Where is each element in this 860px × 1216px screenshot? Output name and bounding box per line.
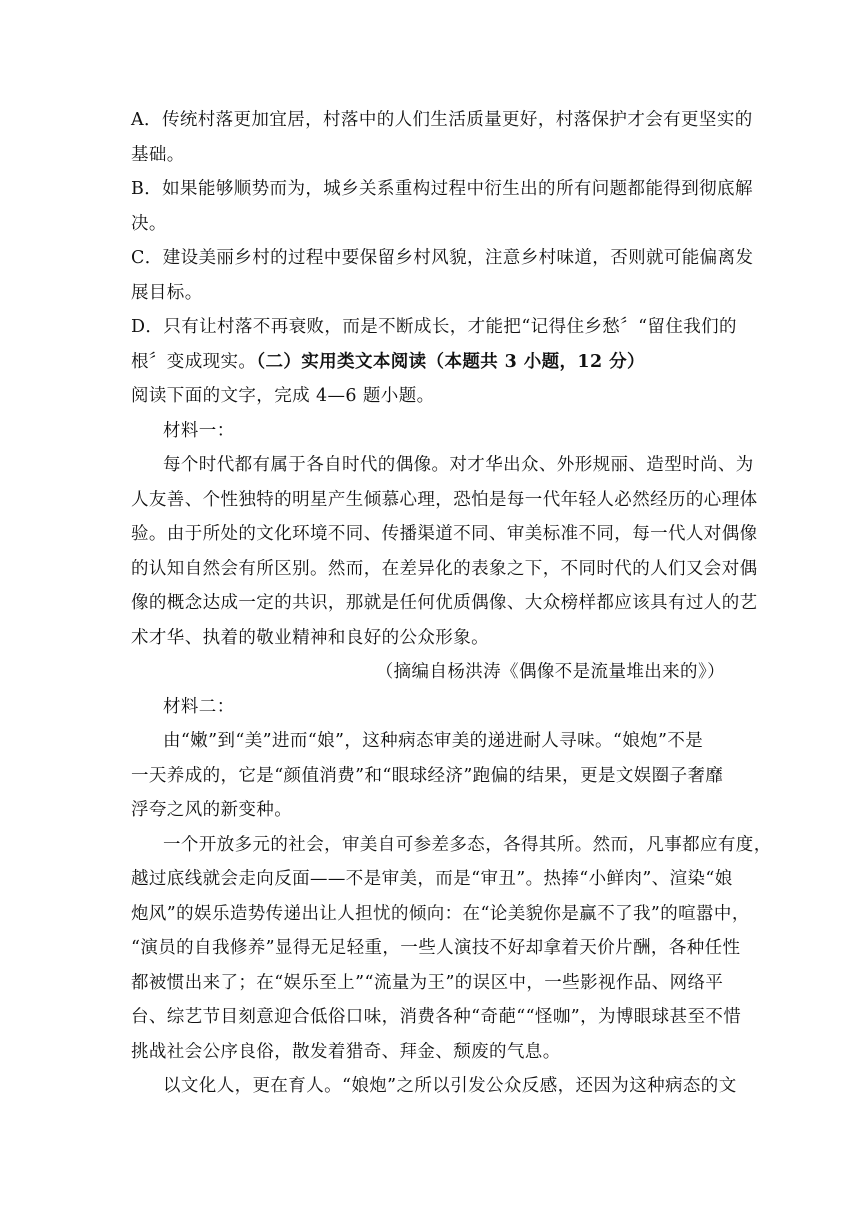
material-2-p1-line: 浮夸之风的新变种。 xyxy=(131,800,293,820)
material-1-line: 每个时代都有属于各自时代的偶像。对才华出众、外形规丽、造型时尚、为 xyxy=(163,455,754,475)
material-1-line: 的认知自然会有所区别。然而，在差异化的表象之下，不同时代的人们又会对偶 xyxy=(131,558,758,579)
option-d-line-1: D．只有让村落不再衰败，而是不断成长，才能把“记得住乡愁〞“留住我们的 xyxy=(131,317,737,337)
material-1-line: 像的概念达成一定的共识，那就是任何优质偶像、大众榜样都应该具有过人的艺 xyxy=(131,593,758,613)
material-1-label: 材料一： xyxy=(163,420,235,441)
option-d-line-2: 根〞变成现实。 xyxy=(131,351,257,372)
option-b-line-1: B．如果能够顺势而为，城乡关系重构过程中衍生出的所有问题都能得到彻底解 xyxy=(131,179,753,199)
material-1-line: 验。由于所处的文化环境不同、传播渠道不同、审美标准不同，每一代人对偶像 xyxy=(131,524,758,544)
material-2-p2-line: 都被惯出来了；在“娱乐至上”“流量为王”的误区中，一些影视作品、网络平 xyxy=(131,972,724,993)
material-2 xyxy=(131,690,772,1104)
material-1-line: 人友善、个性独特的明星产生倾慕心理，恐怕是每一代年轻人必然经历的心理体 xyxy=(131,489,758,510)
option-c[interactable] xyxy=(131,241,754,310)
option-c-line-1: C．建设美丽乡村的过程中要保留乡村风貌，注意乡村味道，否则就可能偏离发 xyxy=(131,248,754,268)
material-2-label: 材料二： xyxy=(163,696,235,717)
material-1-line: 术才华、执着的敬业精神和良好的公众形象。 xyxy=(131,627,489,648)
material-2-p3-line: 以文化人，更在育人。“娘炮”之所以引发公众反感，还因为这种病态的文 xyxy=(163,1076,737,1096)
option-a-line-2: 基础。 xyxy=(131,144,185,165)
material-2-p2-line: 一个开放多元的社会，审美自可参差多态，各得其所。然而，凡事都应有度， xyxy=(163,834,772,855)
option-d-line-2-with-heading xyxy=(131,345,731,380)
option-c-line-2: 展目标。 xyxy=(131,282,203,303)
instruction: 阅读下面的文字，完成 4—6 题小题。 xyxy=(131,386,435,406)
material-1-source: （摘编自杨洪涛《偶像不是流量堆出来的》） xyxy=(375,662,725,682)
option-b-line-2: 决。 xyxy=(131,213,167,234)
option-d[interactable] xyxy=(131,310,737,379)
material-2-p1-line: 由“嫩”到“美”进而“娘”，这种病态审美的递进耐人寻味。“娘炮”不是 xyxy=(163,731,704,751)
material-2-p1-line: 一天养成的，它是“颜值消费”和“眼球经济”跑偏的结果，更是文娱圈子奢靡 xyxy=(131,765,724,786)
material-2-p2-line: 台、综艺节目刻意迎合低俗口味，消费各种“奇葩““怪咖”，为博眼球甚至不惜 xyxy=(131,1007,742,1027)
option-b[interactable] xyxy=(131,172,753,241)
option-a-line-1: A．传统村落更加宜居，村落中的人们生活质量更好，村落保护才会有更坚实的 xyxy=(131,110,753,130)
option-a[interactable] xyxy=(131,103,753,172)
material-2-p2-line: “演员的自我修养”显得无足轻重，一些人演技不好却拿着天价片酬，各种任性 xyxy=(131,938,741,958)
material-2-p2-line: 挑战社会公序良俗，散发着猎奇、拜金、颓废的气息。 xyxy=(131,1041,561,1062)
material-1 xyxy=(131,414,758,690)
section-heading: （二）实用类文本阅读（本题共 3 小题，12 分） xyxy=(256,351,645,372)
document-page xyxy=(131,103,772,1104)
material-2-p2-line: 越过底线就会走向反面——不是审美，而是“审丑”。热捧“小鲜肉”、渲染“娘 xyxy=(131,869,733,889)
material-2-p2-line: 炮风”的娱乐造势传递出让人担忧的倾向：在“论美貌你是赢不了我”的喧嚣中， xyxy=(131,903,750,924)
